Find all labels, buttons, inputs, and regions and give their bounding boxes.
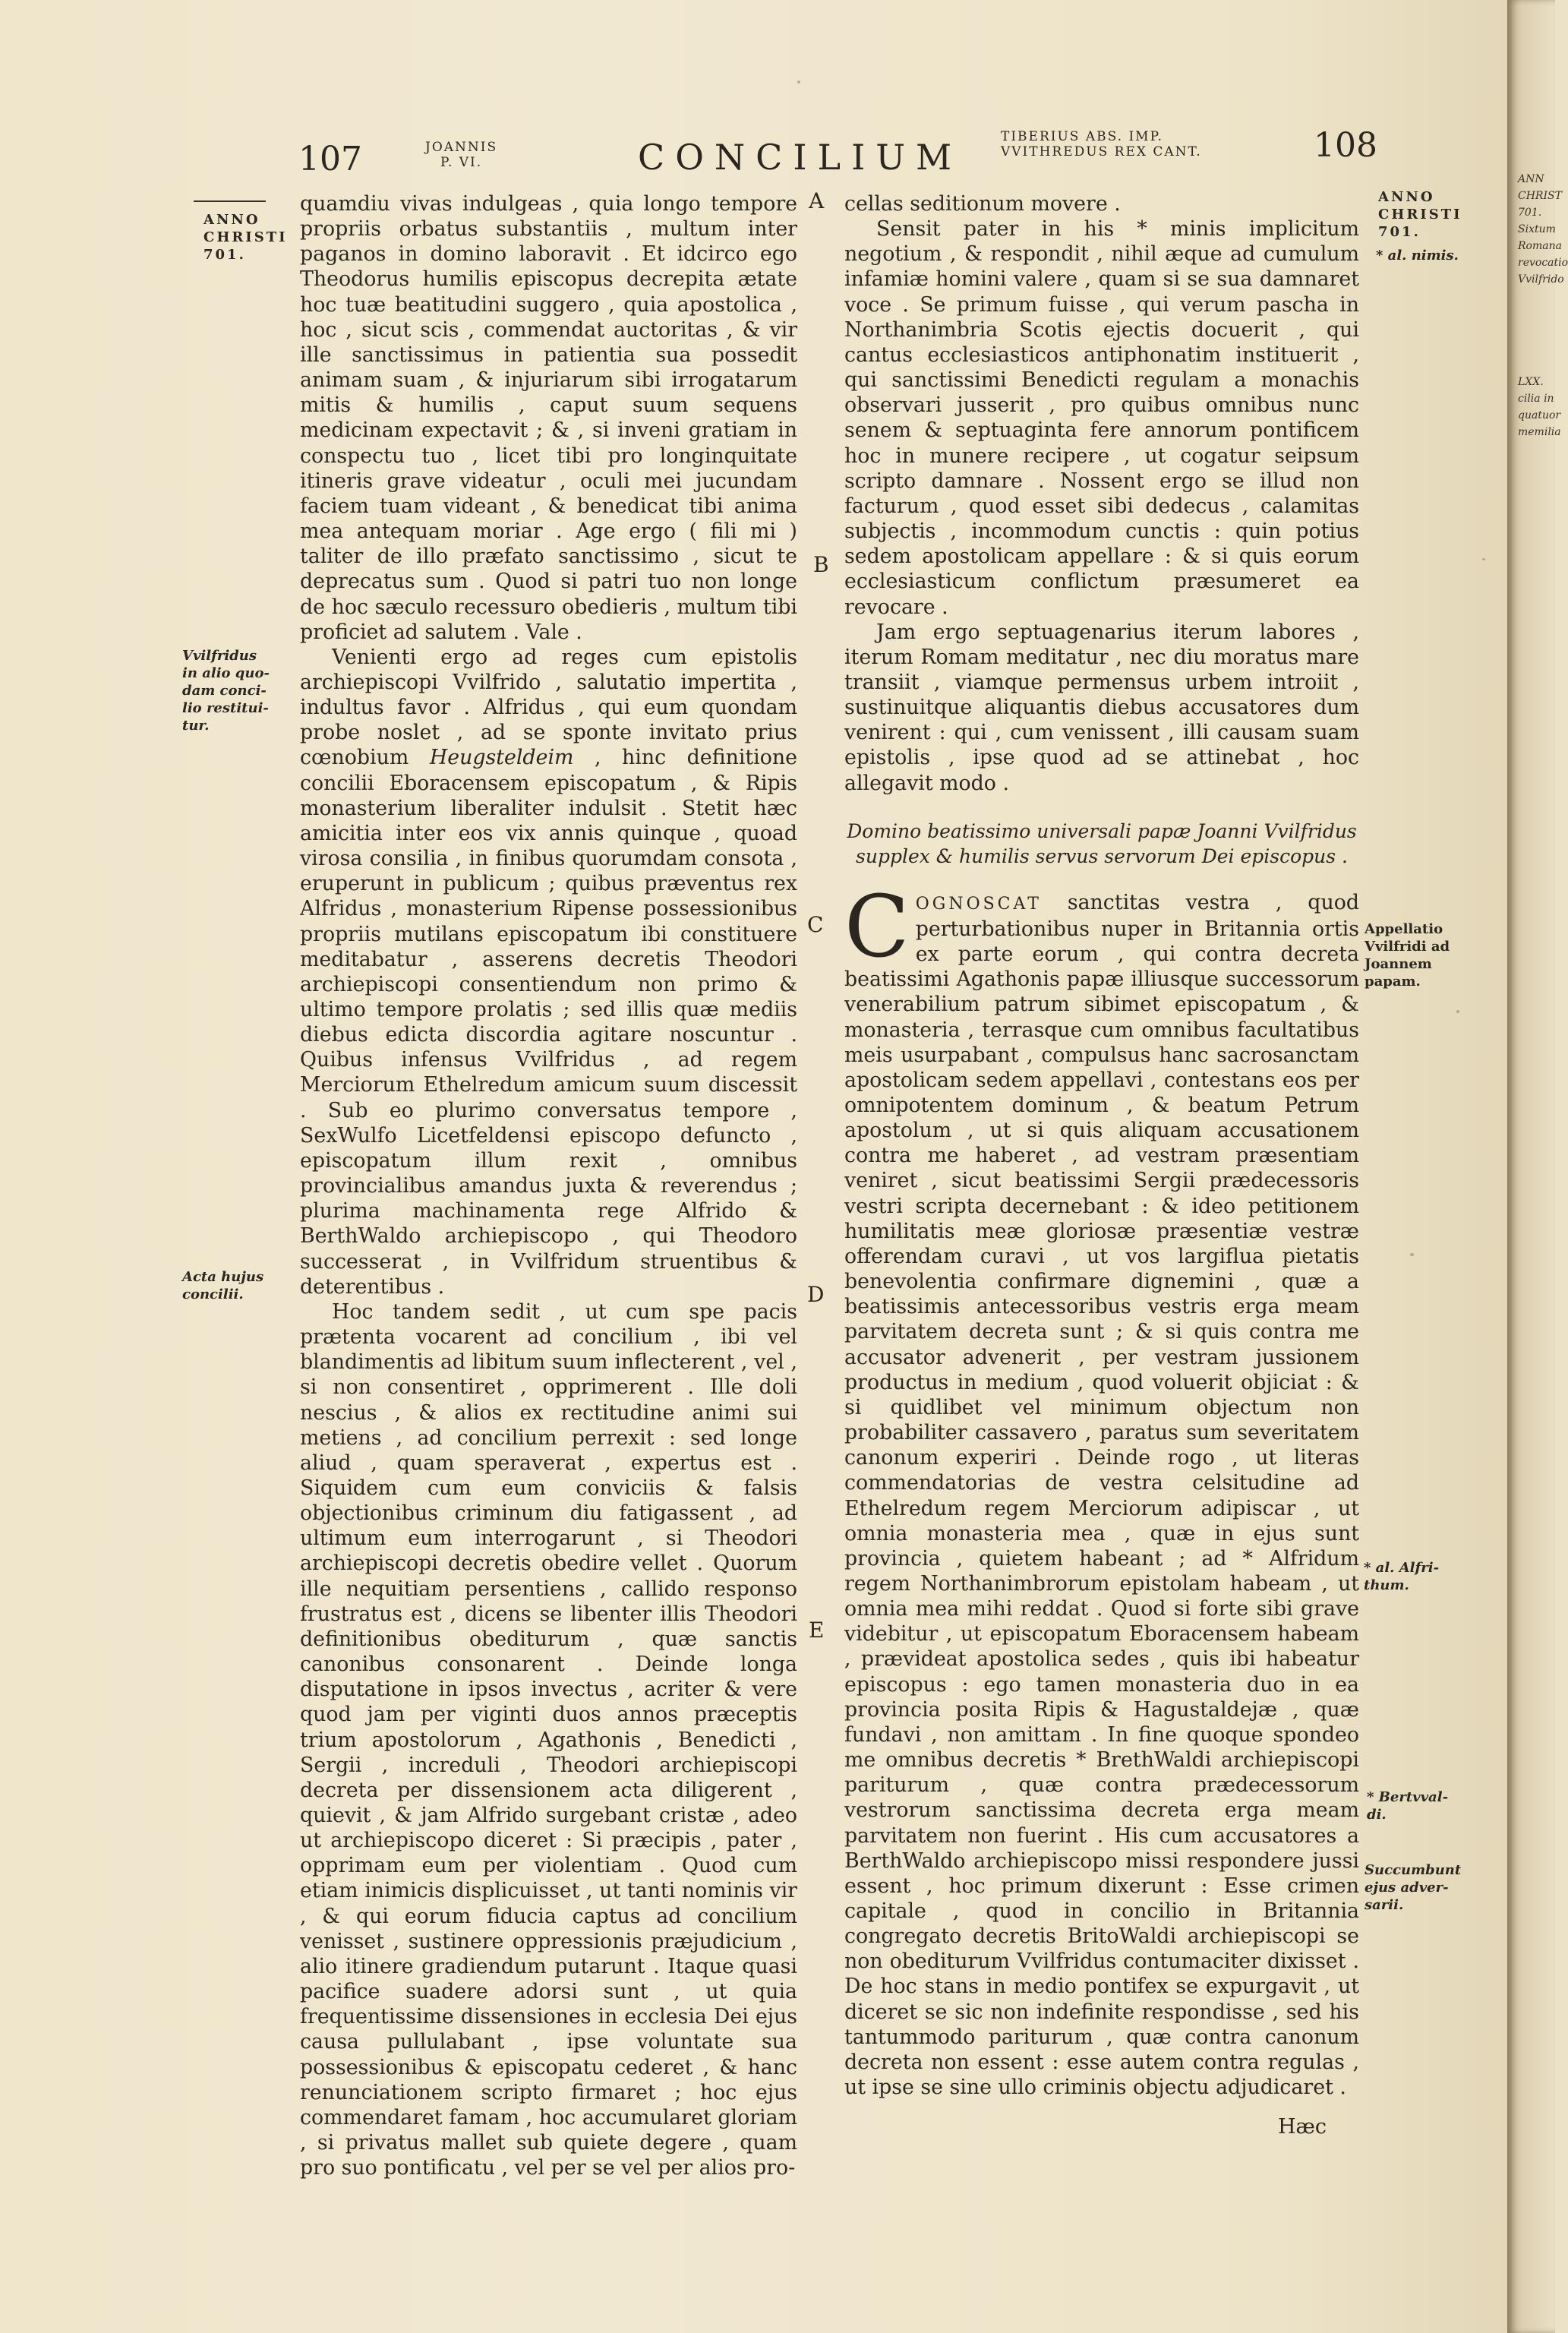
section-letter-b: B bbox=[813, 552, 829, 577]
letter-salutation: Domino beatissimo universali papæ Joanni Vvilfridus supplex & humilis servus servorum Dei episcopus . bbox=[847, 819, 1357, 867]
paragraph: Venienti ergo ad reges cum epistolis archiepiscopi Vvilfrido , salutatio impertita , indultus favor . Alfridus , qui eum quondam probe noslet , ad se sponte invitato prius cœnobium Heugsteldeim , hinc definitione concilii Eboracensem episcopatum , & Ripis monasterium liberaliter indulsit . Stetit hæc amicitia inter eos vix annis quinque , quoad virosa consilia , in finibus quorumdam consota , eruperunt in publicum ; quibus præventus rex Alfridus , monasterium Ripense possessionibus propriis mutilans episcopatum ibi constituere meditabatur , asserens decretis Theodori archiepiscopi consentiendum non primo & ultimo tempore prolatis ; sed illis quæ mediis diebus edicta discordia agitare noscuntur . Quibus infensus Vvilfridus , ad regem Merciorum Ethelredum amicum suum discessit . Sub eo plurimo conversatus tempore , SexWulfo Licetfeldensi episcopo defuncto , episcopatum illum rexit , omnibus provincialibus amandus juxta & reverendus ; plurima machinamenta rege Alfrido & BerthWaldo archiepiscopo , qui Theodoro successerat , in Vvilfridum struentibus & deterentibus . bbox=[300, 645, 797, 1299]
page-header bbox=[0, 122, 1507, 190]
margin-note-alfrithum: * al. Alfri- thum. bbox=[1364, 1560, 1440, 1593]
paper-speck bbox=[1410, 1253, 1414, 1256]
margin-note-restitutio: Vvilfridus in alio quo- dam conci- lio restitui- tur. bbox=[182, 648, 270, 734]
paper-speck bbox=[1456, 1010, 1459, 1013]
page-number-right: 108 bbox=[1314, 126, 1377, 165]
section-letter-a: A bbox=[809, 188, 825, 213]
left-text-column bbox=[300, 191, 797, 2180]
running-head-left: JOANNIS P. VI. bbox=[425, 140, 498, 170]
section-letter-c: C bbox=[807, 912, 824, 937]
page-number-left: 107 bbox=[298, 140, 362, 178]
paper-speck bbox=[797, 81, 800, 84]
paragraph: COGNOSCAT sanctitas vestra , quod perturbationibus nuper in Britannia ortis ex parte eorum , qui contra decreta beatissimi Agathonis papæ illiusque successorum venerabilium patrum sibimet episcopatum , & monasteria , terrasque cum omnibus facultatibus meis usurpabant , compulsus hanc sacrosanctam apostolicam sedem appellavi , contestans eos per omnipotentem dominum , & beatum Petrum apostolum , ut si quis aliquam accusationem contra me haberet , ad vestram præsentiam veniret , sicut beatissimi Sergii prædecessoris vestri scripta decernebant : & ideo petitionem humilitatis meæ gloriosæ præsentiæ vestræ offerendam curavi , ut vos largiflua pietatis benevolentia confirmare dignemini , quæ a beatissimis antecessoribus vestris erga meam parvitatem decreta sunt ; & si quis contra me accusator advenerit , per vestram jussionem productus in medium , quod voluerit objiciat : & si quidlibet vel minimum objectum non probabiliter cassavero , paratus sum severitatem canonum experiri . Deinde rogo , ut literas commendatorias de vestra celsitudine ad Ethelredum regem Merciorum adipiscar , ut omnia monasteria mea , quæ in ejus sunt provincia , quietem habeant ; ad * Alfridum regem Northanimbrorum epistolam habeam , ut omnia mea mihi reddat . Quod si forte sibi grave videbitur , ut episcopatum Eboracensem habeam , prævideat apostolica sedes , quis ibi habeatur episcopus : ego tamen monasteria duo in ea provincia posita Ripis & Hagustaldejæ , quæ fundavi , non amittam . In fine quoque spondeo me omnibus decretis * BrethWaldi archiepiscopi pariturum , quæ contra prædecessorum vestrorum sanctissima decreta erga meam parvitatem non fuerint . His cum accusatores a BerthWaldo archiepiscopo missi respondere jussi essent , hoc primum dixerunt : Esse crimen capitale , quod in concilio in Britannia congregato decretis BritoWaldi archiepiscopi se non obediturum Vvilfridus contumaciter dixisset . De hoc stans in medio pontifex se expurgavit , ut diceret se sic non indefinite respondisse , sed his tantummodo pariturum , quæ contra canonum decreta non essent : esse autem contra regulas , ut ipse se sine ullo criminis objectu adjudicaret . bbox=[844, 877, 1359, 2100]
drop-cap: C bbox=[844, 877, 910, 977]
catchword: Hæc bbox=[1278, 2115, 1327, 2139]
margin-anno-left: ANNO CHRISTI 701. bbox=[203, 212, 288, 263]
fold-margin-text: ANN CHRIST 701. Sixtum Romana revocatio Vvilfrido bbox=[1518, 173, 1568, 286]
fold-margin-text: LXX. cilia in quatuor memilia bbox=[1518, 376, 1561, 438]
margin-rule bbox=[194, 200, 266, 202]
paragraph: cellas seditionum movere . bbox=[844, 192, 1121, 216]
page-title: CONCILIUM bbox=[638, 137, 963, 178]
paragraph: Hoc tandem sedit , ut cum spe pacis prætenta vocarent ad concilium , ibi vel blandimentis ad libitum suum inflecterent , vel , si non consentiret , opprimerent . Ille doli nescius , & alios ex rectitudine animi sui metiens , ad concilium perrexit : sed longe aliud , quam speraverat , expertus est . Siquidem cum eum conviciis & falsis objectionibus criminum diu fatigassent , ad ultimum eum interrogarunt , si Theodori archiepiscopi decretis obedire vellet . Quorum ille nequitiam persentiens , callido responso frustratus est , dicens se libenter illis Theodori definitionibus obediturum , quæ sanctis canonibus consonarent . Deinde longa disputatione in ipsos invectus , acriter & vere quod jam per viginti duos annos præceptis trium apostolorum , Agathonis , Benedicti , Sergii , increduli , Theodori archiepiscopi decreta per dissensionem acta diligerent , quievit , & jam Alfrido surgebant cristæ , adeo ut archiepiscopo diceret : Si præcipis , pater , opprimam eum per violentiam . Quod cum etiam inimicis displicuisset , ut tanti nominis vir , & qui eorum fiducia captus ad concilium venisset , sustinere oppressionis præjudicium , alio itinere gradiendum putarunt . Itaque quasi pacifice suadere adorsi sunt , ut quia frequentissime dissensiones in ecclesia Dei ejus causa pullulabant , ipse voluntate sua possessionibus & episcopatu cederet , & hanc renunciationem scripto firmaret ; hoc ejus commendaret famam , hoc accumularet gloriam , si privatus mallet sub quiete degere , quam pro suo pontificatu , vel per se vel per alios pro- bbox=[300, 1299, 797, 2180]
section-letter-e: E bbox=[809, 1618, 825, 1643]
section-letter-d: D bbox=[807, 1282, 825, 1307]
place-name: Heugsteldeim bbox=[429, 746, 574, 770]
paper-speck bbox=[1482, 558, 1485, 560]
margin-note-nimis: * al. nimis. bbox=[1376, 248, 1459, 264]
margin-note-succumbunt: Succumbunt ejus adver- sarii. bbox=[1365, 1862, 1462, 1913]
paragraph: Jam ergo septuagenarius iterum labores , iterum Romam meditatur , nec diu moratus mare transiit , viamque permensus urbem introiit , sustinuitque aliquantis diebus accusatores dum venirent : qui , cum venissent , illi causam suam epistolis , ipse quod ad se attinebat , hoc allegavit modo . bbox=[844, 620, 1359, 795]
margin-note-appellatio: Appellatio Vvilfridi ad Joannem papam. bbox=[1365, 921, 1450, 990]
next-page-edge bbox=[1507, 0, 1568, 2333]
margin-note-bertvvaldi: * Bertvval- di. bbox=[1367, 1789, 1449, 1823]
margin-anno-right: ANNO CHRISTI 701. bbox=[1378, 189, 1462, 240]
running-head-right: TIBERIUS ABS. IMP. VVITHREDUS REX CANT. bbox=[1001, 129, 1202, 159]
paragraph: Sensit pater in his * minis implicitum negotium , & respondit , nihil æque ad cumulum infamiæ homini valere , quam si se sua damnaret voce . Se primum fuisse , qui verum pascha in Northanimbria Scotis ejectis docuerit , qui cantus ecclesiasticos antiphonatim instituerit , qui sanctissimi Benedicti regulam a monachis observari jusserit , pro quibus omnibus nunc senem & septuaginta fere annorum pontificem hoc in munere recipere , ut cogatur seipsum scripto damnare . Nossent ergo se illud non facturum , quod esset sibi dedecus , calamitas subjectis , incommodum cunctis : quin potius sedem apostolicam appellare : & si quis eorum ecclesiasticum conflictum præsumeret ea revocare . bbox=[844, 217, 1359, 619]
right-text-column bbox=[844, 191, 1359, 2100]
margin-note-acta: Acta hujus concilii. bbox=[182, 1269, 264, 1302]
paragraph: quamdiu vivas indulgeas , quia longo tempore propriis orbatus substantiis , multum inter paganos in domino laboravit . Et idcirco ego Theodorus humilis episcopus decrepita ætate hoc tuæ beatitudini suggero , quia apostolica , hoc , sicut scis , commendat auctoritas , & vir ille sanctissimus in patientia sua possedit animam suam , & injuriarum sibi irrogatarum mitis & humilis , caput suum sequens medicinam expectavit ; & , si inveni gratiam in conspectu tuo , licet tibi pro longinquitate itineris grave videatur , oculi mei jucundam faciem tuam videant , & benedicat tibi anima mea antequam moriar . Age ergo ( fili mi ) taliter de illo præfato sanctissimo , sicut te deprecatus sum . Quod si patri tuo non longe de hoc sæculo recessuro obedieris , multum tibi proficiet ad salutem . Vale . bbox=[300, 192, 797, 644]
